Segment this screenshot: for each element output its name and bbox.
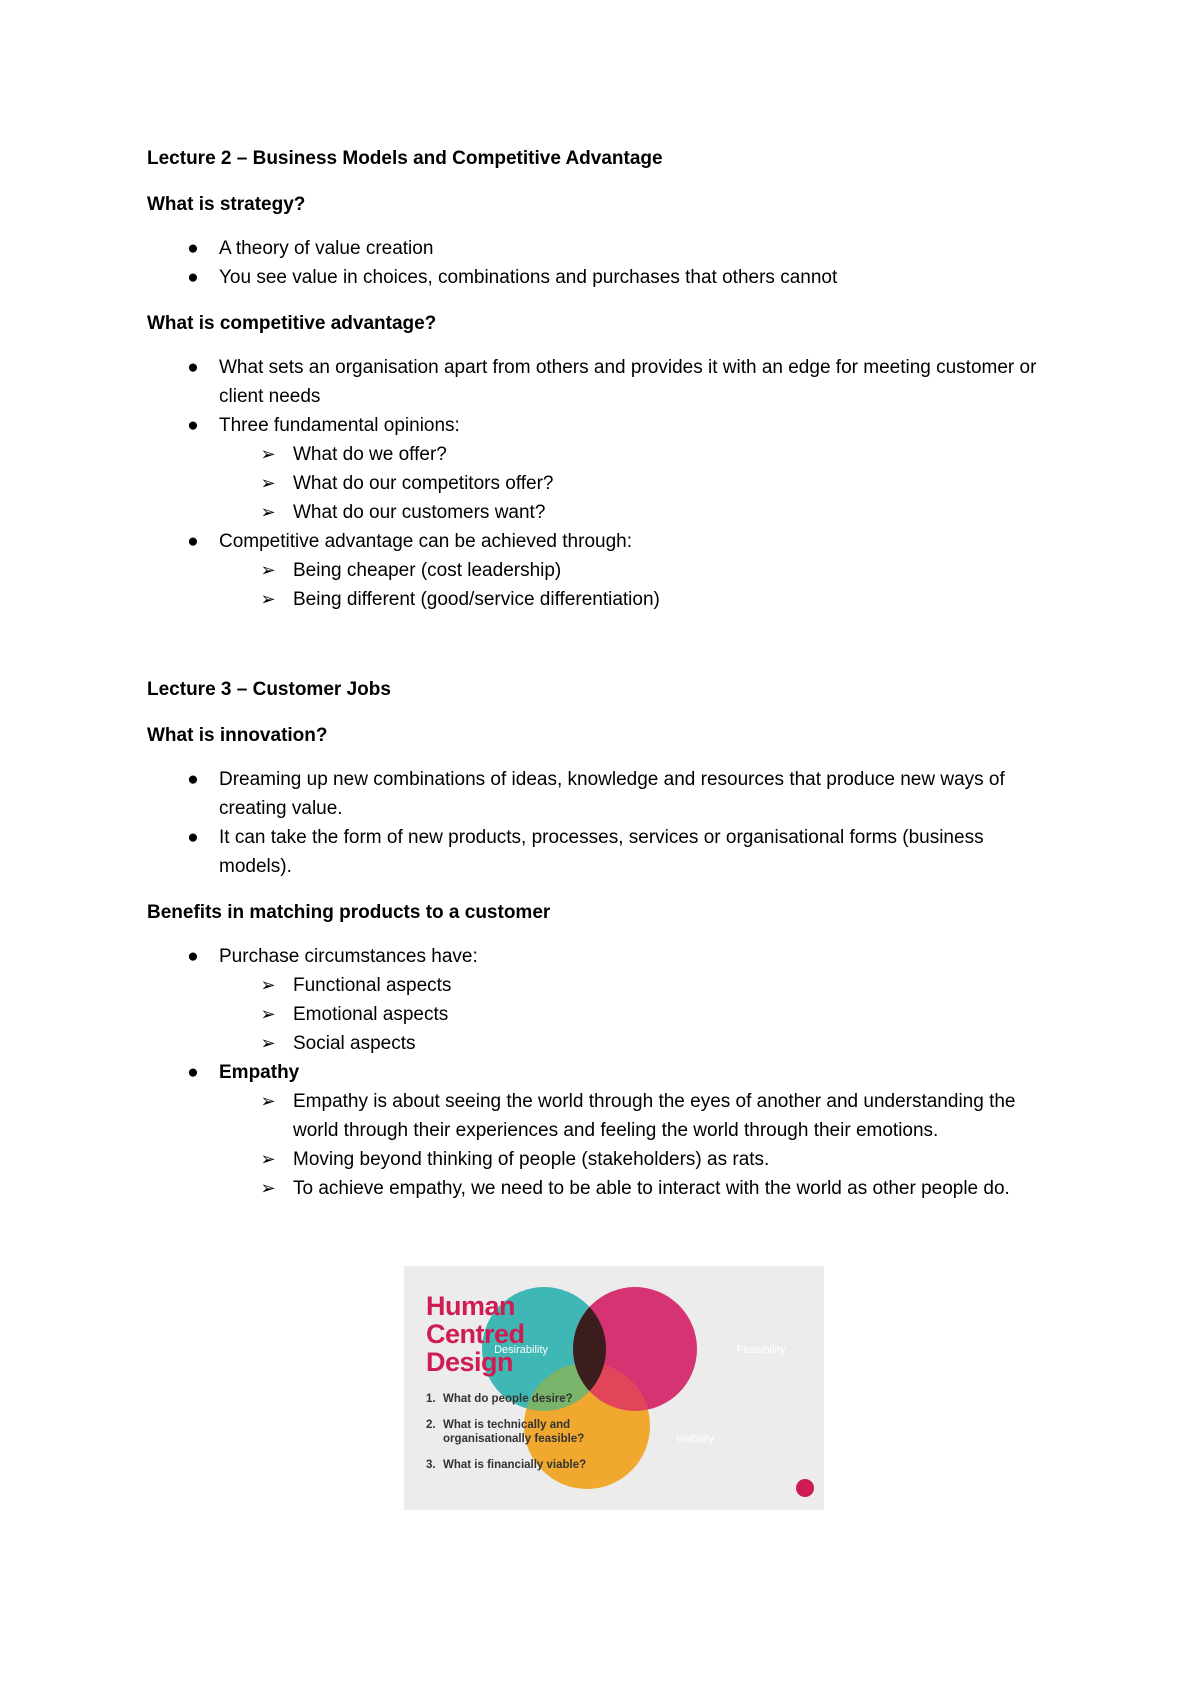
- bullet-icon: ●: [187, 946, 199, 967]
- bullet-icon: ●: [187, 769, 199, 790]
- section-spacer: [147, 614, 1052, 658]
- innovation-list: [147, 765, 1052, 881]
- sub-list-item: ➢ Being cheaper (cost leadership): [147, 556, 1052, 585]
- arrow-bullet-icon: ➢: [260, 473, 276, 493]
- strategy-list: [147, 234, 1052, 292]
- arrow-bullet-icon: ➢: [260, 975, 276, 995]
- human-centred-design-figure: [404, 1266, 824, 1510]
- viability-label: Viability: [676, 1433, 714, 1445]
- strategy-heading: What is strategy?: [147, 194, 306, 215]
- list-item: ● Dreaming up new combinations of ideas, knowledge and resources that produce new ways of creating value.: [147, 765, 1052, 823]
- arrow-bullet-icon: ➢: [260, 1091, 276, 1111]
- arrow-bullet-icon: ➢: [260, 589, 276, 609]
- arrow-bullet-icon: ➢: [260, 1004, 276, 1024]
- sub-list-item: ➢ To achieve empathy, we need to be able to interact with the world as other people do.: [147, 1174, 1052, 1203]
- list-item: ● It can take the form of new products, processes, services or organisational forms (business models).: [147, 823, 1052, 881]
- lecture-3-title: Lecture 3 – Customer Jobs: [147, 679, 391, 700]
- sub-list-item: ➢ Being different (good/service differentiation): [147, 585, 1052, 614]
- list-item: 2. What is technically and organisationally feasible?: [426, 1419, 585, 1445]
- feasibility-label: Feasibility: [736, 1344, 786, 1356]
- bullet-icon: ●: [187, 267, 199, 288]
- competitive-advantage-heading: What is competitive advantage?: [147, 313, 437, 334]
- speech-bubble-logo-icon: [796, 1479, 814, 1497]
- list-item: ● Empathy: [147, 1058, 1052, 1087]
- list-item: ● What sets an organisation apart from others and provides it with an edge for meeting customer or client needs: [147, 353, 1052, 411]
- bullet-icon: ●: [187, 357, 199, 378]
- sub-list-item: ➢ Social aspects: [147, 1029, 1052, 1058]
- benefits-list: [147, 942, 1052, 1203]
- sub-list-item: ➢ Emotional aspects: [147, 1000, 1052, 1029]
- list-item: ● Purchase circumstances have:: [147, 942, 1052, 971]
- figure-title: Human Centred Design: [426, 1291, 525, 1377]
- arrow-bullet-icon: ➢: [260, 1149, 276, 1169]
- list-item: 1. What do people desire?: [426, 1393, 573, 1405]
- arrow-bullet-icon: ➢: [260, 502, 276, 522]
- document-page: [147, 144, 1052, 1203]
- bullet-icon: ●: [187, 415, 199, 436]
- figure-questions: [426, 1392, 626, 1484]
- desirability-label: Desirability: [494, 1344, 548, 1356]
- sub-list-item: ➢ Functional aspects: [147, 971, 1052, 1000]
- sub-list-item: ➢ Empathy is about seeing the world through the eyes of another and understanding the world through their experiences and feeling the world through their emotions.: [147, 1087, 1052, 1145]
- list-item: ● Three fundamental opinions:: [147, 411, 1052, 440]
- list-item: ● You see value in choices, combinations and purchases that others cannot: [147, 263, 1052, 292]
- arrow-bullet-icon: ➢: [260, 560, 276, 580]
- arrow-bullet-icon: ➢: [260, 1033, 276, 1053]
- list-item: 3. What is financially viable?: [426, 1459, 587, 1471]
- sub-list-item: ➢ What do our competitors offer?: [147, 469, 1052, 498]
- bullet-icon: ●: [187, 1062, 199, 1083]
- competitive-advantage-list: [147, 353, 1052, 614]
- arrow-bullet-icon: ➢: [260, 444, 276, 464]
- sub-list-item: ➢ Moving beyond thinking of people (stakeholders) as rats.: [147, 1145, 1052, 1174]
- benefits-heading: Benefits in matching products to a customer: [147, 902, 551, 923]
- list-item: ● A theory of value creation: [147, 234, 1052, 263]
- arrow-bullet-icon: ➢: [260, 1178, 276, 1198]
- bullet-icon: ●: [187, 531, 199, 552]
- sub-list-item: ➢ What do our customers want?: [147, 498, 1052, 527]
- bullet-icon: ●: [187, 827, 199, 848]
- innovation-heading: What is innovation?: [147, 725, 328, 746]
- list-item: ● Competitive advantage can be achieved through:: [147, 527, 1052, 556]
- bullet-icon: ●: [187, 238, 199, 259]
- lecture-2-title: Lecture 2 – Business Models and Competitive Advantage: [147, 148, 663, 169]
- sub-list-item: ➢ What do we offer?: [147, 440, 1052, 469]
